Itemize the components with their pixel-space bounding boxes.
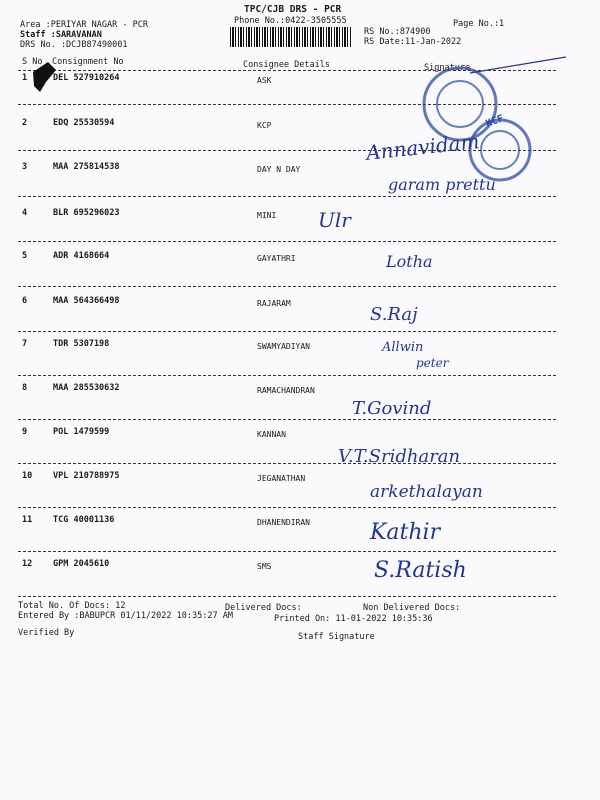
row-8-sno: 8 xyxy=(22,383,28,393)
signature-11: Kathir xyxy=(370,520,441,545)
area-label: Area :PERIYAR NAGAR - PCR xyxy=(20,20,148,30)
row-11-consignment: TCG 40001136 xyxy=(53,515,115,525)
pen-stroke xyxy=(470,57,566,73)
verified-by: Verified By xyxy=(18,628,75,638)
column-consignee: Consignee Details xyxy=(243,60,330,70)
row-8-consignee: RAMACHANDRAN xyxy=(257,386,315,395)
row-6-consignment: MAA 564366498 xyxy=(53,296,120,306)
row-4-sno: 4 xyxy=(22,208,28,218)
printed-on: Printed On: 11-01-2022 10:35:36 xyxy=(274,614,433,624)
row-1-consignee: ASK xyxy=(257,76,272,85)
document-title: TPC/CJB DRS - PCR xyxy=(244,4,342,15)
ink-blot-icon xyxy=(33,62,56,92)
signature-4: Ulr xyxy=(318,208,351,232)
staff-signature: Staff Signature xyxy=(298,632,375,642)
page-number: Page No.:1 xyxy=(453,19,505,29)
rs-number: RS No.:874900 xyxy=(364,27,431,37)
entered-by: Entered By :BABUPCR 01/11/2022 10:35:27 AM xyxy=(18,611,233,621)
total-docs: Total No. Of Docs: 12 xyxy=(18,601,126,611)
staff-label: Staff :SARAVANAN xyxy=(20,30,102,40)
drs-number: DRS No. :DCJB87490001 xyxy=(20,40,128,50)
row-1-consignment: DEL 527910264 xyxy=(53,73,120,83)
row-3-consignment: MAA 275814538 xyxy=(53,162,120,172)
row-10-consignment: VPL 210788975 xyxy=(53,471,120,481)
row-2-sno: 2 xyxy=(22,118,28,128)
row-2-consignee: KCP xyxy=(257,121,272,130)
row-6-consignee: RAJARAM xyxy=(257,299,291,308)
signature-3a: Annavidam xyxy=(365,129,481,165)
row-12-sno: 12 xyxy=(22,559,33,569)
column-consignment: Consignment No xyxy=(52,57,124,67)
signature-5: Lotha xyxy=(386,252,433,271)
signature-6: S.Raj xyxy=(370,304,418,325)
row-8-consignment: MAA 285530632 xyxy=(53,383,120,393)
delivered-docs: Delivered Docs: xyxy=(225,603,302,613)
row-4-consignee: MINI xyxy=(257,211,277,220)
row-4-consignment: BLR 695296023 xyxy=(53,208,120,218)
row-11-sno: 11 xyxy=(22,515,33,525)
row-3-sno: 3 xyxy=(22,162,28,172)
non-delivered-docs: Non Delivered Docs: xyxy=(363,603,461,613)
signature-10: arkethalayan xyxy=(370,482,483,502)
row-2-consignment: EDQ 25530594 xyxy=(53,118,115,128)
column-signature: Signature xyxy=(424,63,471,73)
row-5-consignment: ADR 4168664 xyxy=(53,251,110,261)
phone-number: Phone No.:0422-3505555 xyxy=(234,16,347,26)
rs-date: RS Date:11-Jan-2022 xyxy=(364,37,462,47)
row-3-consignee: DAY N DAY xyxy=(257,165,301,174)
stamp-icon xyxy=(424,68,530,180)
row-5-sno: 5 xyxy=(22,251,28,261)
row-10-sno: 10 xyxy=(22,471,33,481)
row-9-sno: 9 xyxy=(22,427,28,437)
signature-7b: peter xyxy=(416,356,449,370)
row-6-sno: 6 xyxy=(22,296,28,306)
row-1-sno: 1 xyxy=(22,73,28,83)
signature-3b: garam prettu xyxy=(388,175,496,194)
row-9-consignment: POL 1479599 xyxy=(53,427,110,437)
signature-9: V.T.Sridharan xyxy=(338,446,461,467)
row-7-sno: 7 xyxy=(22,339,28,349)
row-10-consignee: JEGANATHAN xyxy=(257,474,306,483)
row-7-consignee: SWAMYADIYAN xyxy=(257,342,310,351)
row-12-consignment: GPM 2045610 xyxy=(53,559,110,569)
row-7-consignment: TDR 5307198 xyxy=(53,339,110,349)
row-12-consignee: SMS xyxy=(257,562,272,571)
row-11-consignee: DHANENDIRAN xyxy=(257,518,310,527)
signature-12: S.Ratish xyxy=(374,558,467,583)
signature-7a: Allwin xyxy=(382,340,424,355)
column-sno: S No xyxy=(22,57,43,67)
row-9-consignee: KANNAN xyxy=(257,430,286,439)
signature-8: T.Govind xyxy=(352,398,432,419)
stamp-text: KCF xyxy=(484,113,506,130)
row-5-consignee: GAYATHRI xyxy=(257,254,296,263)
